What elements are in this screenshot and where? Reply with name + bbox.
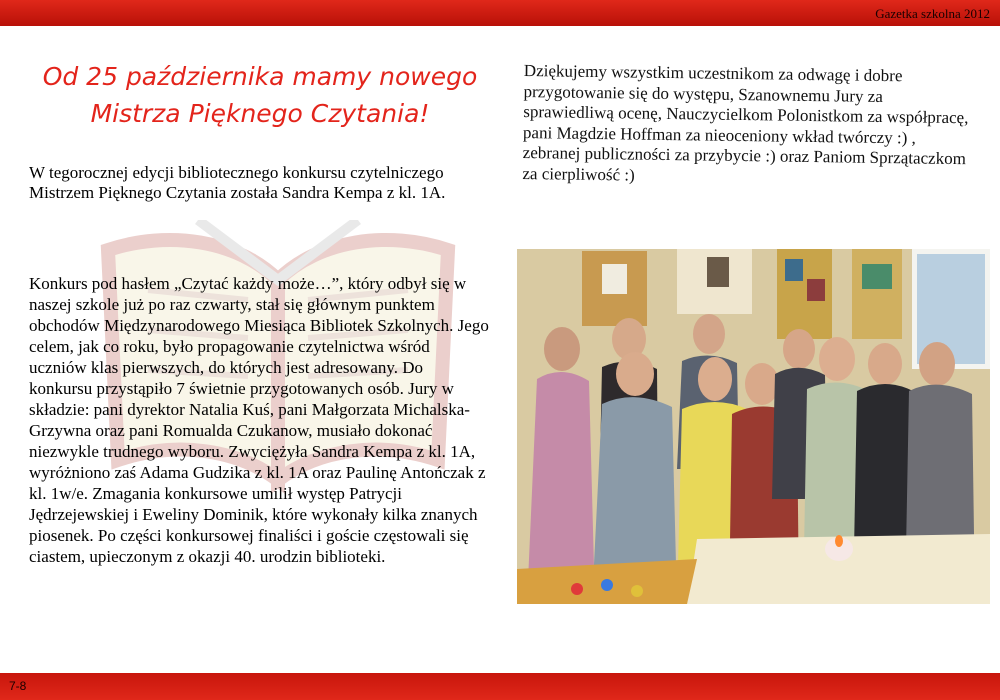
bottom-footer-bar (0, 673, 1000, 700)
page-numbers: 7-8 (9, 679, 27, 693)
article-title (30, 58, 490, 132)
article-body: Konkurs pod hasłem „Czytać każdy może…”, który odbył się w naszej szkole już po raz czwarty, stał się głównym punktem obchodów Międzynarodowego Miesiąca Bibliotek Szkolnych. Jego celem, jak co roku, było propagowanie czytelnictwa wśród uczniów klas pierwszych, do których jest adresowany. Do konkursu przystąpiło 7 świetnie przygotowanych osób. Jury w składzie: pani dyrektor Natalia Kuś, pani Małgorzata Michalska-Grzywna oraz pani Romualda Czukanow, musiało dokonać niezwykle trudnego wyboru. Zwyciężyła Sandra Kempa z kl. 1A, wyróżniono zaś Adama Gudzika z kl. 1A oraz Paulinę Antończak z kl. 1w/e. Zmagania konkursowe umilił występ Patrycji Jędrzejewskiej i Eweliny Dominik, które wykonały kilka znanych piosenek. Po części konkursowej finaliści i goście częstowali się ciastem, upieczonym z okazji 40. urodzin biblioteki. (29, 274, 489, 566)
group-photo (517, 249, 990, 604)
publication-name: Gazetka szkolna 2012 (875, 6, 990, 21)
article-intro: W tegorocznej edycji bibliotecznego konkursu czytelniczego Mistrzem Pięknego Czytania została Sandra Kempa z kl. 1A. (29, 163, 446, 202)
article-title-line-1: Od 25 października mamy nowego (42, 62, 478, 91)
thanks-paragraph: Dziękujemy wszystkim uczestnikom za odwagę i dobre przygotowanie się do występu, Szanownemu Jury za sprawiedliwą ocenę, Nauczycielkom Polonistkom za współpracę, pani Magdzie Hoffman za nieoceniony wkład twórczy :) , zebranej publiczności za przybycie :) oraz Paniom Sprzątaczkom za cierpliwość :) (522, 61, 969, 185)
article-title-line-2: Mistrza Pięknego Czytania! (90, 99, 430, 128)
top-header-bar (0, 0, 1000, 26)
